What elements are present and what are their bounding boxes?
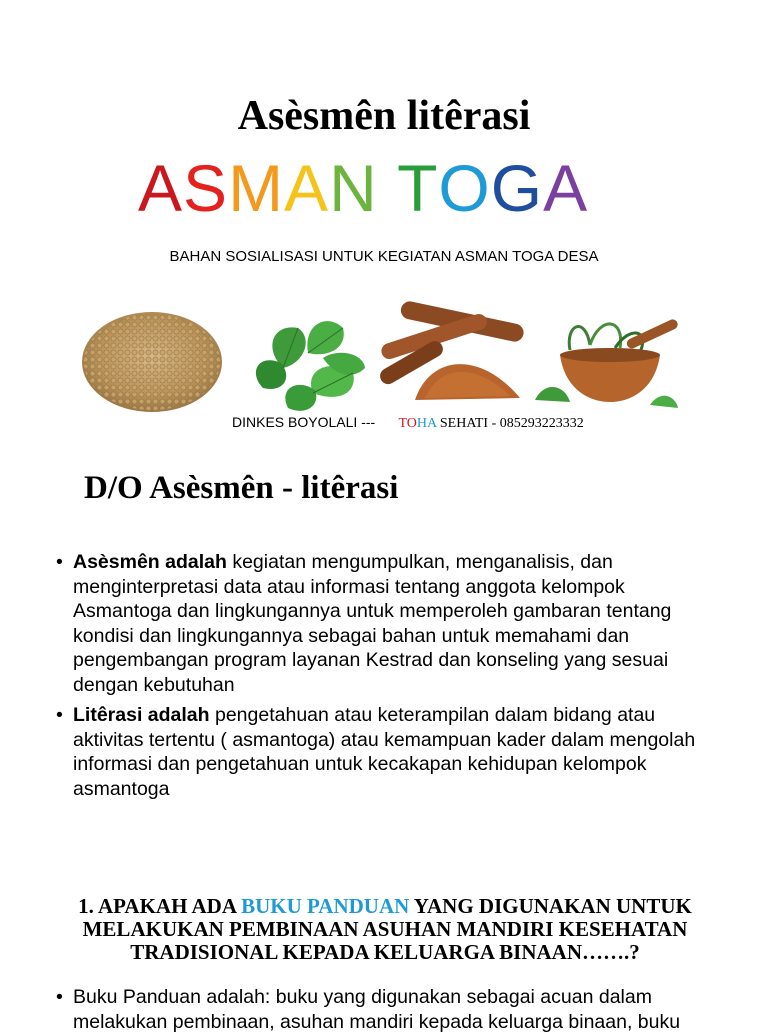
logo-letter [378, 148, 397, 228]
credit-org: DINKES BOYOLALI --- [232, 414, 376, 430]
logo-letter: T [397, 151, 439, 225]
answer-list [56, 985, 716, 1034]
credit-line [232, 414, 584, 432]
logo-letter: O [438, 151, 491, 225]
logo-letter: A [138, 151, 184, 225]
herbs-mortar-image [530, 310, 680, 420]
mint-leaves-image [243, 308, 373, 420]
credit-brand-ha: HA [416, 416, 437, 431]
logo-letter: N [329, 151, 378, 225]
definition-term: Litêrasi adalah [73, 704, 210, 726]
logo-letter: A [543, 151, 589, 225]
cinnamon-powder-image [370, 300, 530, 420]
definition-text: pengetahuan atau keterampilan dalam bidang atau aktivitas tertentu ( asmantoga) atau kemampuan kader dalam mengolah informasi dan pengetahuan untuk kecakapan kehidupan kelompok asmantoga [73, 704, 696, 800]
question-highlight: BUKU PANDUAN [241, 894, 410, 918]
question-suffix: YANG DIGUNAKAN UNTUK MELAKUKAN PEMBINAAN ASUHAN MANDIRI KESEHATAN TRADISIONAL KEPADA KELUARGA BINAAN…….? [82, 894, 692, 964]
logo-letter: S [183, 151, 229, 225]
herbs-image-strip [75, 300, 685, 420]
credit-brand-to: TO [398, 416, 417, 431]
document-title: Asèsmên litêrasi [237, 93, 531, 139]
question-prefix: 1. APAKAH ADA [78, 894, 242, 918]
definition-term: Asèsmên adalah [73, 551, 227, 573]
subtitle: BAHAN SOSIALISASI UNTUK KEGIATAN ASMAN TOGA DESA [169, 248, 599, 265]
answer-item: • Buku Panduan adalah: buku yang digunakan sebagai acuan dalam melakukan pembinaan, asuhan mandiri kepada keluarga binaan, buku [56, 985, 716, 1034]
logo-letter: M [228, 151, 285, 225]
definition-list [56, 550, 716, 807]
definition-item [56, 703, 716, 801]
logo-letter: G [490, 151, 544, 225]
question-heading [40, 895, 730, 964]
asman-toga-logo-text [138, 148, 588, 228]
definition-text: kegiatan mengumpulkan, menganalisis, dan menginterpretasi data atau informasi tentang anggota kelompok Asmantoga dan lingkungannya untuk memperoleh gambaran tentang kondisi dan lingkungannya sebagai bahan untuk memahami dan pengembangan program layanan Kestrad dan konseling yang sesuai dengan kebutuhan [73, 551, 672, 696]
section-heading: D/O Asèsmên - litêrasi [84, 470, 399, 506]
coriander-seeds-image [75, 300, 230, 420]
credit-contact: SEHATI - 085293223332 [436, 416, 584, 431]
logo-letter: A [284, 151, 330, 225]
definition-item [56, 550, 716, 697]
